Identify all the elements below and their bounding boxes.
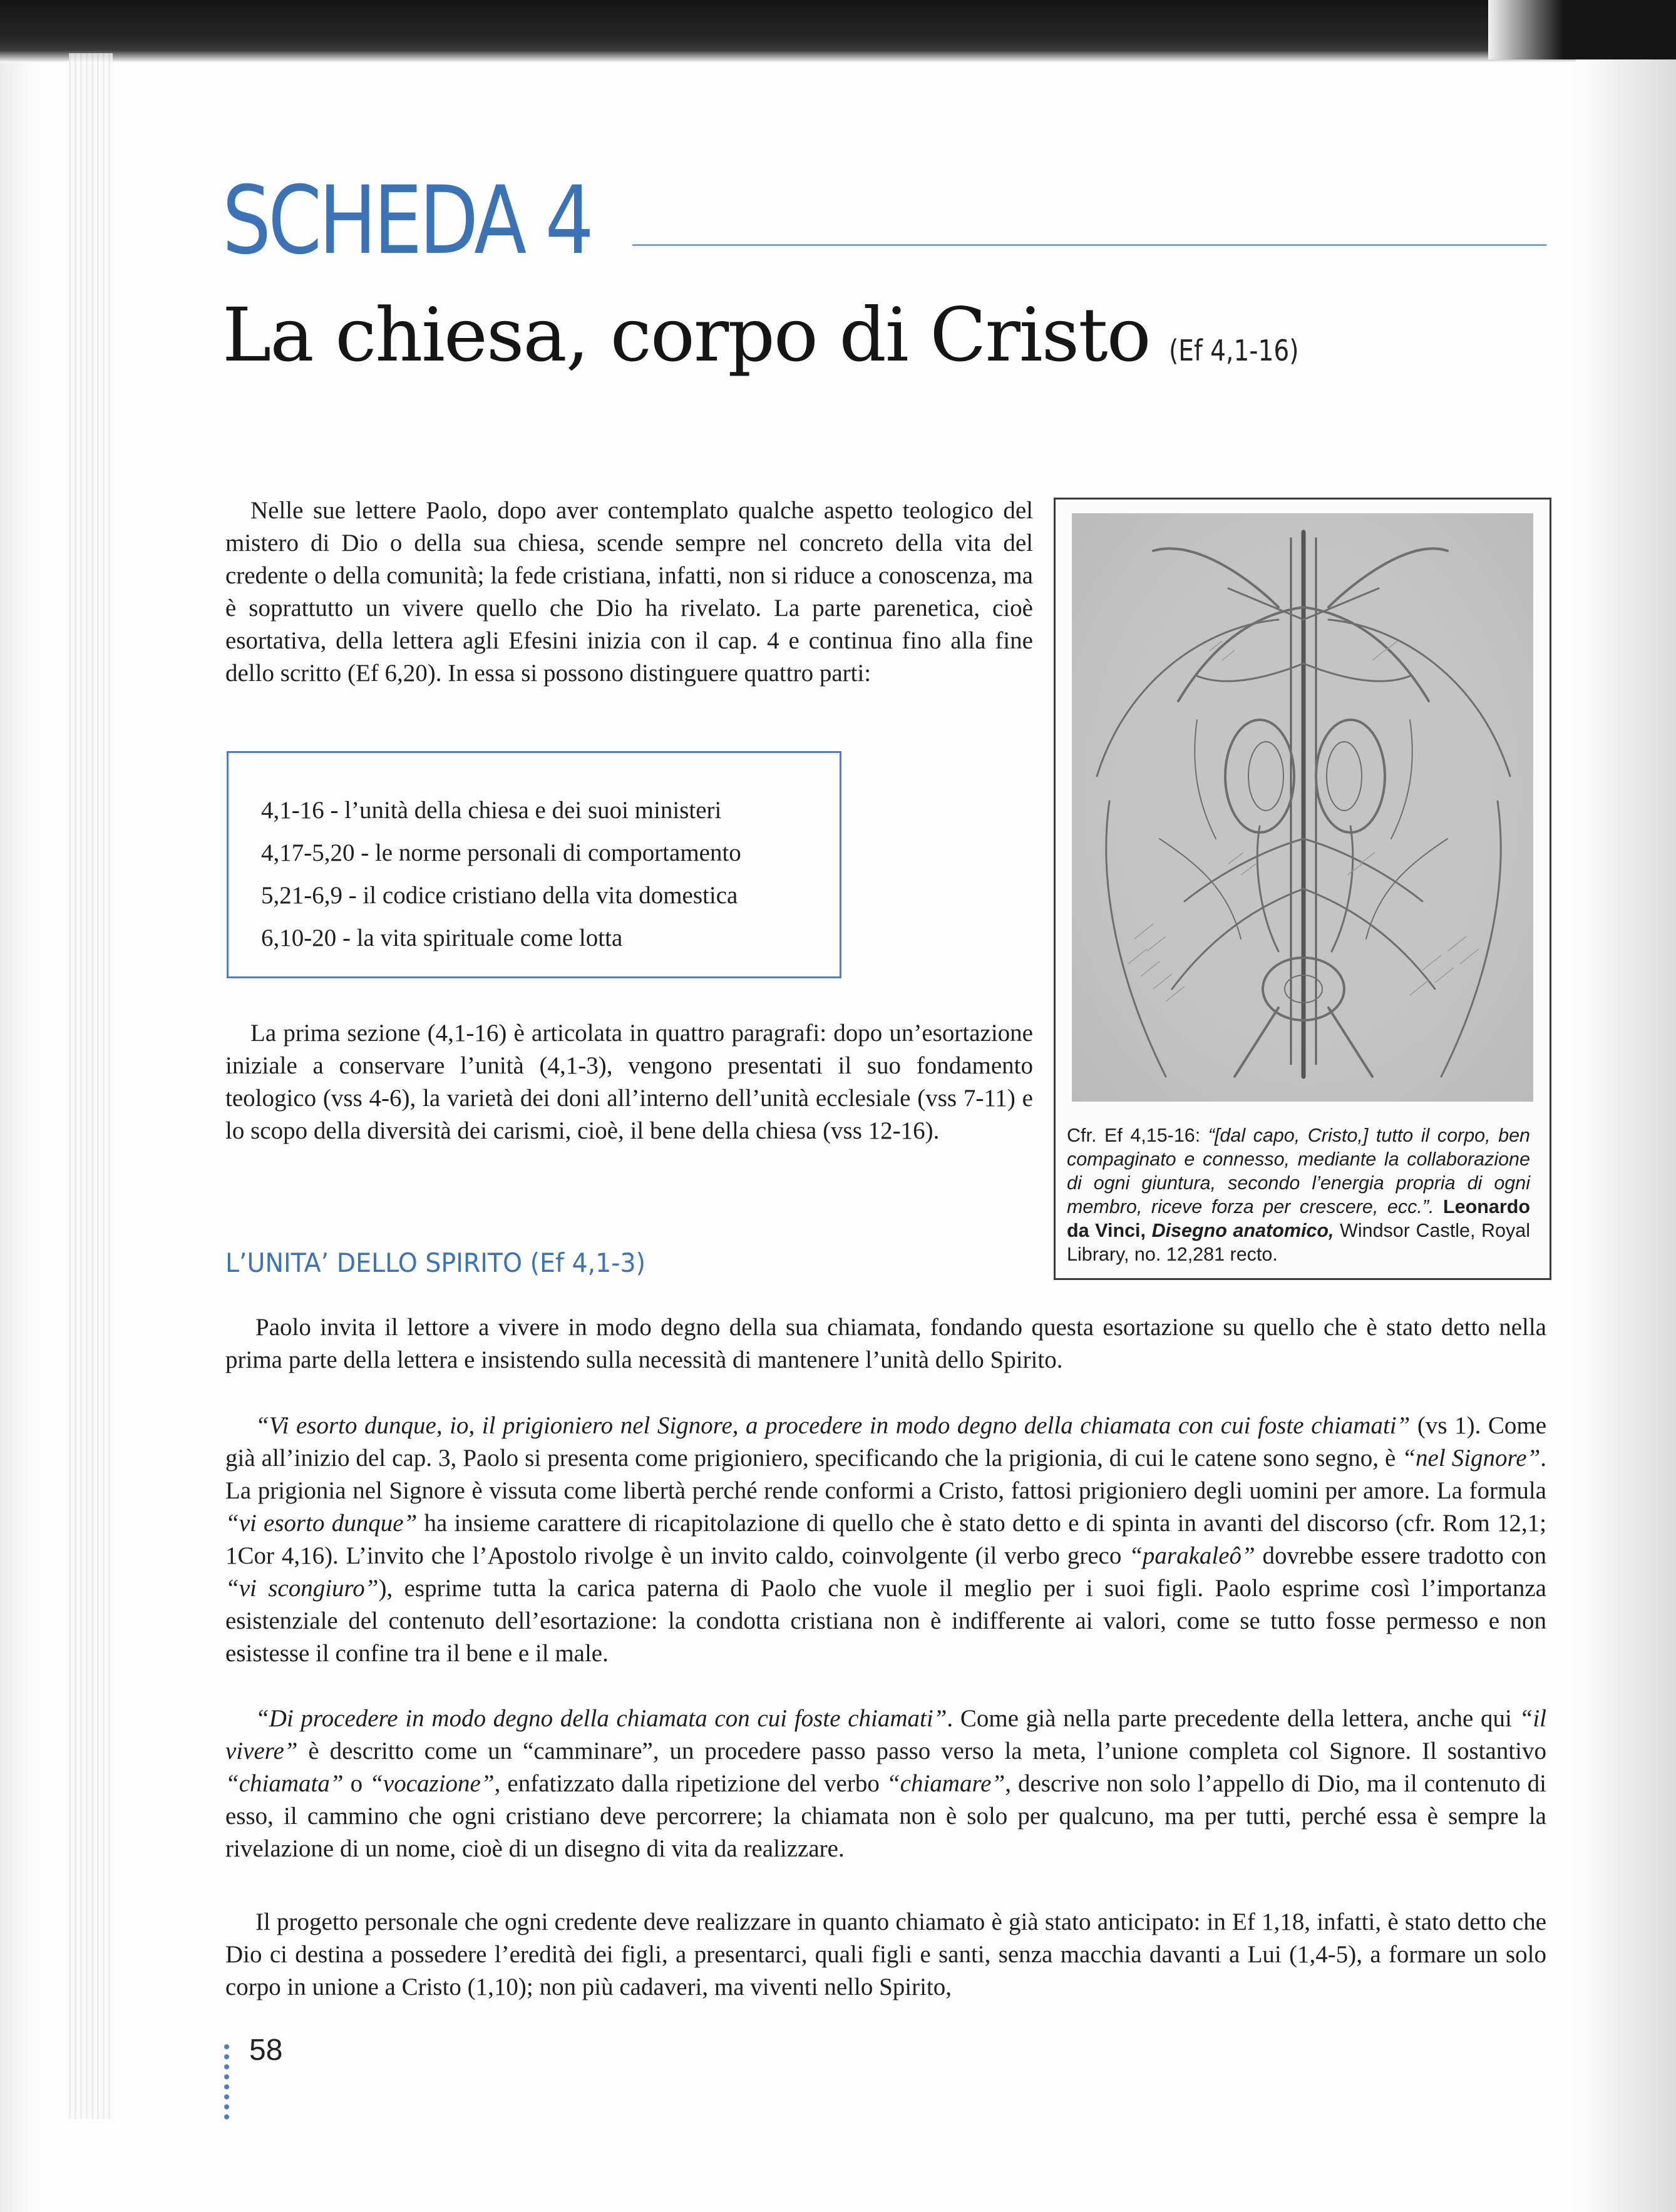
figure-caption bbox=[1067, 1124, 1530, 1266]
text-run: dovrebbe essere tradotto con bbox=[1255, 1542, 1547, 1569]
outline-item: 4,1-16 - l’unità della chiesa e dei suoi ministeri bbox=[261, 797, 722, 824]
text-run: , descrive non solo l’appello di Dio, ma il contenuto di esso, il cammino che ogni cristiano deve percorrere; la chiamata non è solo per qualcuno, ma per tutti, perché essa è sempre la rivelazione di un nome, cioè di un disegno di vita da realizzare. bbox=[225, 1770, 1547, 1862]
quote: “parakaleô” bbox=[1129, 1542, 1255, 1569]
caption-quote: “[dal capo, Cristo,] tutto il corpo, ben compaginato e connesso, mediante la collaborazione di ogni giuntura, secondo l’energia propria di ogni membro, riceve forza per crescere, ecc.”. bbox=[1067, 1125, 1531, 1217]
anatomical-drawing-image bbox=[1072, 513, 1533, 1102]
caption-reference: Cfr. Ef 4,15-16: bbox=[1067, 1125, 1208, 1146]
quote: “vocazione” bbox=[369, 1770, 495, 1797]
body-paragraph-4: Il progetto personale che ogni credente deve realizzare in quanto chiamato è già stato anticipato: in Ef 1,18, infatti, è stato detto che Dio ci destina a possedere l’eredità dei figli, a presentarci, quali figli e santi, senza macchia davanti a Lui (1,4-5), a formare un solo corpo in unione a Cristo (1,10); non più cadaveri, ma viventi nello Spirito, bbox=[225, 1908, 1546, 2000]
body-paragraph-3 bbox=[225, 1703, 1546, 1865]
text-run: (vs 1). Come già all’inizio del cap. 3, Paolo si presenta come prigioniero, specificando che la prigionia, di cui le catene sono segno, è bbox=[225, 1412, 1547, 1472]
text-run: , enfatizzato dalla ripetizione del verbo bbox=[494, 1770, 887, 1797]
text-run: o bbox=[343, 1770, 370, 1797]
outline-item: 5,21-6,9 - il codice cristiano della vita domestica bbox=[261, 882, 738, 909]
text-run: è descritto come un “camminare”, un procedere passo passo verso la meta, l’unione completa col Signore. Il sostantivo bbox=[297, 1738, 1546, 1764]
outline-item: 6,10-20 - la vita spirituale come lotta bbox=[261, 924, 623, 951]
page-title: La chiesa, corpo di Cristo bbox=[222, 292, 1150, 378]
folio-dots bbox=[224, 2042, 230, 2122]
anatomical-drawing-sketch bbox=[1072, 513, 1533, 1102]
book-gutter-shadow bbox=[1576, 38, 1676, 2212]
text-run: ), esprime tutta la carica paterna di Paolo che vuole il meglio per i suoi figli. Paolo esprime così l’importanza esistenziale del contenuto dell’esortazione: la condotta cristiana non è indifferente ai valori, come se tutto fosse permesso e non esistesse il confine tra il bene e il male. bbox=[225, 1575, 1546, 1667]
caption-location: Windsor Castle, Royal Library, no. 12,281 recto. bbox=[1067, 1220, 1530, 1265]
scan-top-edge bbox=[0, 0, 1676, 63]
body-paragraph-2 bbox=[225, 1410, 1546, 1670]
quote: “vi scongiuro” bbox=[225, 1575, 379, 1602]
quote: “Di procedere in modo degno della chiamata con cui foste chiamati” bbox=[255, 1705, 947, 1732]
caption-artist: Leonardo da Vinci, bbox=[1067, 1196, 1530, 1241]
page-left-edge bbox=[0, 63, 38, 2212]
quote: “vi esorto dunque” bbox=[225, 1510, 418, 1537]
title-rule bbox=[632, 244, 1546, 246]
title-reference: (Ef 4,1-16) bbox=[1168, 334, 1299, 367]
first-section-paragraph: La prima sezione (4,1-16) è articolata in quattro paragrafi: dopo un’esortazione iniziale a conservare l’unità (4,1-3), vengono presentati il suo fondamento teologico (vss 4-6), la varietà dei doni all’interno dell’unità ecclesiale (vss 7-11) e lo scopo della diversità dei carismi, cioè, il bene della chiesa (vss 12-16). bbox=[225, 1020, 1033, 1144]
caption-work-title: Disegno anatomico, bbox=[1151, 1220, 1334, 1241]
text-run: ha insieme carattere di ricapitolazione di quello che è stato detto e di spinta in avanti del discorso (cfr. Rom 12,1; 1Cor 4,16). L’invito che l’Apostolo rivolge è un invito caldo, coinvolgente (il verbo greco bbox=[225, 1510, 1546, 1569]
body-paragraph-1: Paolo invita il lettore a vivere in modo degno della sua chiamata, fondando questa esortazione su quello che è stato detto nella prima parte della lettera e insistendo sulla necessità di mantenere l’unità dello Spirito. bbox=[225, 1314, 1546, 1373]
page-number: 58 bbox=[249, 2034, 283, 2067]
page-stack-edges bbox=[69, 53, 113, 2119]
scheda-kicker: SCHEDA 4 bbox=[222, 166, 591, 275]
quote: “chiamare” bbox=[886, 1770, 1005, 1797]
page-title-block bbox=[222, 294, 1322, 376]
outline-item: 4,17-5,20 - le norme personali di comportamento bbox=[261, 839, 741, 866]
outline-box bbox=[227, 751, 841, 978]
intro-paragraph: Nelle sue lettere Paolo, dopo aver contemplato qualche aspetto teologico del mistero di Dio o della sua chiesa, scende sempre nel concreto della vita del credente o della comunità; la fede cristiana, infatti, non si riduce a conoscenza, ma è soprattutto un vivere quello che Dio ha rivelato. La parte parenetica, cioè esortativa, della lettera agli Efesini inizia con il cap. 4 e continua fino alla fine dello scritto (Ef 6,20). In essa si possono distinguere quattro parti: bbox=[225, 497, 1033, 687]
figure-box bbox=[1054, 498, 1551, 1280]
scan-corner-shadow bbox=[1488, 0, 1676, 59]
text-run: . Come già nella parte precedente della lettera, anche qui bbox=[947, 1705, 1519, 1732]
quote: “il vivere” bbox=[225, 1705, 1546, 1764]
quote: “nel Signore” bbox=[1402, 1445, 1541, 1472]
section-heading: L’UNITA’ DELLO SPIRITO (Ef 4,1-3) bbox=[225, 1247, 646, 1278]
quote: “chiamata” bbox=[225, 1770, 344, 1797]
text-run: . La prigionia nel Signore è vissuta come libertà perché rende conformi a Cristo, fattosi prigioniero degli uomini per amore. La formula bbox=[225, 1445, 1547, 1504]
quote: “Vi esorto dunque, io, il prigioniero nel Signore, a procedere in modo degno della chiamata con cui foste chiamati” bbox=[255, 1412, 1411, 1439]
